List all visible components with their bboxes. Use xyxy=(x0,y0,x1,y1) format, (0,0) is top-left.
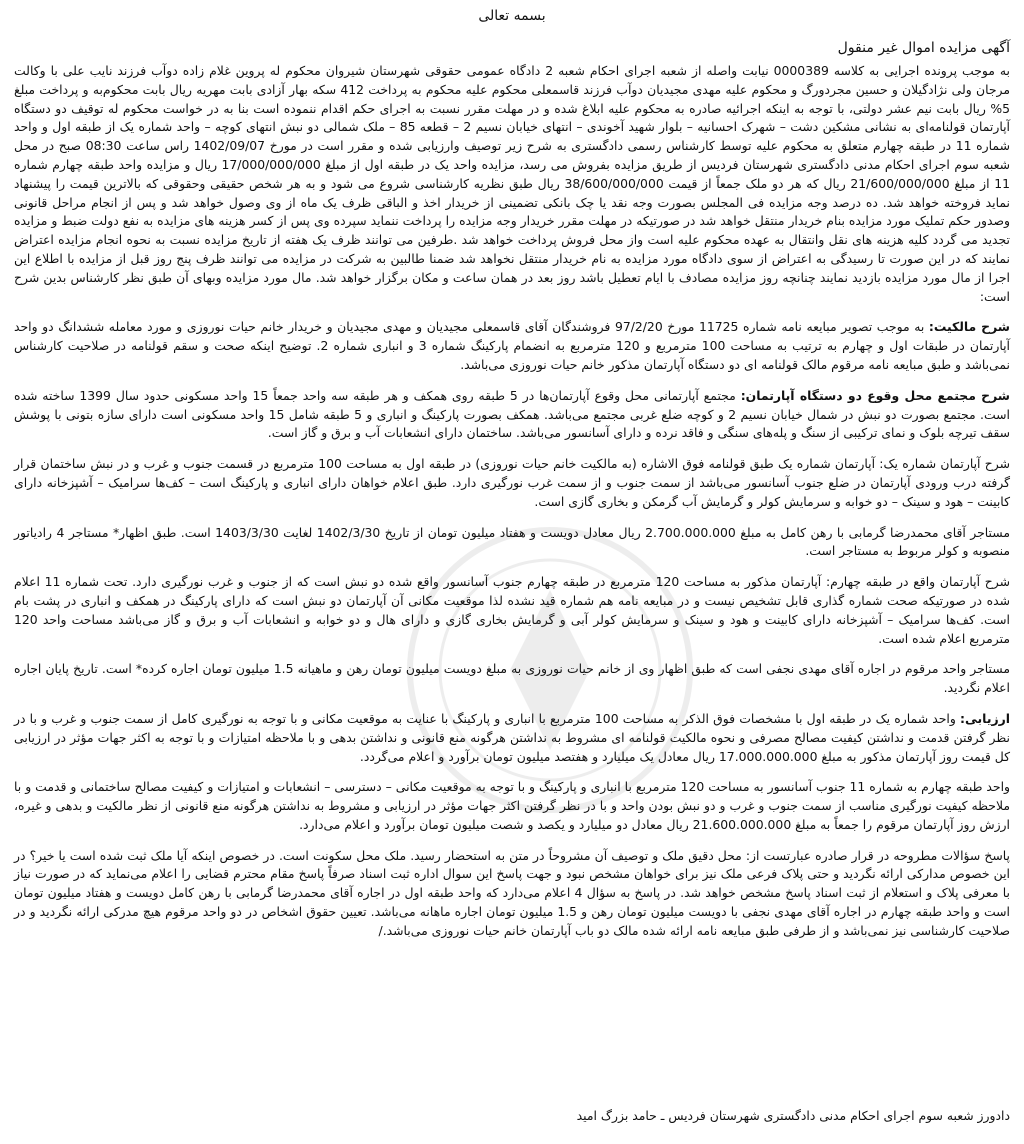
paragraph-complex-description xyxy=(14,387,1010,443)
paragraph-text: شرح آپارتمان واقع در طبقه چهارم: آپارتمان مذکور به مساحت 120 مترمربع در طبقه چهارم جنوب آسانسور واقع شده دو نبش است که از جنوب و غرب نورگیری دارد. تحت شماره 11 اعلام شده در صورتیکه صحت شماره گذاری قابل تشخیص نیست و در مبایعه نامه هم شماره قید نشده لذا موقعیت مکانی آن آپارتمان دو نبش است که دارای پارکینگ در همکف و انباری در پشت بام است. کف‌ها سرامیک – آشپزخانه دارای کابینت و هود و سینک و سرمایش کولر آبی و گرمایش بخاری گازی و دارای هال و دو خوابه و انشعابات آب و برق و گاز می‌باشد مساحت واحد 120 مترمربع اعلام شده است. xyxy=(14,574,1010,646)
paragraph-valuation-unit-eleven xyxy=(14,778,1010,834)
paragraph-intro xyxy=(14,62,1010,306)
paragraph-lead: شرح مالکیت: xyxy=(928,319,1010,335)
paragraph-unit-one-tenant xyxy=(14,524,1010,562)
paragraph-unit-eleven xyxy=(14,573,1010,648)
bismillah-heading: بسمه تعالی xyxy=(478,8,546,24)
paragraph-text: مجتمع آپارتمانی محل وقوع آپارتمان‌ها در 5 طبقه روی همکف و هر طبقه سه واحد جمعاً 15 واحد مسکونی حدود سال 1399 ساخته شده است. مجتمع بصورت دو نبش در شمال خیابان نسیم 2 و کوچه ضلع غربی مجتمع می‌باشد. همکف بصورت پارکینگ و انباری و 5 طبقه شامل 15 واحد مسکونی است دارای سازه بتونی با پوشش سقف تیرچه بلوک و نمای ترکیبی از سنگ و پله‌های سنگی و فاقد نرده و دارای آسانسور می‌باشد. ساختمان دارای انشعابات آب و برق و گاز است. xyxy=(14,387,1010,441)
paragraph-text: به موجب تصویر مبایعه نامه شماره 11725 مورخ 97/2/20 فروشندگان آقای قاسمعلی مجیدیان و مهدی مجیدیان و خریدار خانم حیات نوروزی و مورد معامله ششدانگ دو واحد آپارتمان در طبقات اول و چهارم به ترتیب به مساحت 100 مترمربع و 120 مترمربع به انضمام پارکینگ شماره 3 و انباری شماره 2. توضیح اینکه صحت و سقم قولنامه در صلاحیت کارشناس نمی‌باشد و طبق مبایعه نامه مرقوم مالک قولنامه ای دو دستگاه آپارتمان مذکور خانم حیات نوروزی می‌باشد. xyxy=(14,319,1010,372)
paragraph-lead: ارزیابی: xyxy=(960,710,1010,726)
paragraph-text: شرح آپارتمان شماره یک: آپارتمان شماره یک طبق قولنامه فوق الاشاره (به مالکیت خانم حیات نوروزی) در طبقه اول به مساحت 100 مترمربع در قسمت جنوب و غرب و در نبش ساختمان قرار گرفته درب ورودی آپارتمان در ضلع جنوب آسانسور می‌باشد از سمت جنوب و از سمت غرب نورگیری دارد. طبق اعلام خواهان دارای انباری و پارکینگ است – کف‌ها سرامیک – آشپزخانه دارای کابینت – هود و سینک – دو خوابه و سرمایش کولر و گرمایش آب گرمکن و بخاری گازی است. xyxy=(14,456,1010,509)
paragraph-text: واحد طبقه چهارم به شماره 11 جنوب آسانسور به مساحت 120 مترمربع با انباری و پارکینگ و با توجه به موقعیت مکانی – دسترسی – انشعابات و امتیازات و کیفیت مصالح ساختمانی و قدمت و با ملاحظه کیفیت نورگیری مناسب از سمت جنوب و غرب و دو نبش بودن واحد و با در نظر گرفتن اکثر جهات مؤثر در ارزیابی و مشروط به نداشتن هرگونه منع قانونی از نظر مالکیت و بدهی و غیره، ارزش روز آپارتمان مرقوم را جمعاً به مبلغ 21.600.000.000 ریال معادل دو میلیارد و یکصد و شصت میلیون تومان برآورد و اعلام می‌دارد. xyxy=(14,779,1011,832)
paragraph-unit-eleven-tenant xyxy=(14,660,1010,698)
paragraph-text: مستاجر واحد مرقوم در اجاره آقای مهدی نجفی است که طبق اظهار وی از خانم حیات نوروزی به مبلغ دویست میلیون تومان رهن و ماهیانه 1.5 میلیون تومان اجاره کرده* است. تاریخ پایان اجاره اعلام نگردید. xyxy=(14,661,1010,696)
notice-body xyxy=(14,62,1010,953)
paragraph-lead: شرح مجتمع محل وقوع دو دستگاه آپارتمان: xyxy=(740,387,1010,403)
paragraph-ownership xyxy=(14,318,1010,374)
paragraph-text: به موجب پرونده اجرایی به کلاسه 0000389 نیابت واصله از شعبه اجرای احکام شعبه 2 دادگاه عمومی حقوقی شهرستان شیروان محکوم له پروین غلام زاده دوآب فرزند نایب علی با وکالت مرجان ولی نژادگیلان و حسین مجردورگ و محکوم علیه مهدی مجیدیان دوآب فرزند قاسمعلی محکوم علیه محکوم به پرداخت 412 سکه بهار آزادی بابت مهریه ریال بابت محکوم‌به و پرداخت مبلغ 5% ریال بابت نیم عشر دولتی، با توجه به اینکه اجرائیه صادره به محکوم علیه ابلاغ شده و در مهلت مقرر نسبت به اجرای حکم اقدام ننموده است بنا به در خواست محکوم له توقیف دو دستگاه آپارتمان قولنامه‌ای به نشانی مشکین دشت – شهرک احسانیه – بلوار شهید آخوندی – انتهای خیابان نسیم 2 – قطعه 85 – ملک شمالی دو نبش انتهای کوچه – واحد شماره یک از طبقه اول و واحد شماره 11 در طبقه چهارم متعلق به محکوم علیه توسط کارشناس رسمی دادگستری به شرح زیر توصیف وارزیابی شده و مقرر است در مورخ 1402/09/07 راس ساعت 08:30 صبح در محل شعبه سوم اجرای احکام مدنی دادگستری شهرستان فردیس از طریق مزایده بفروش می رسد، مزایده واحد یک در طبقه اول از مبلغ 17/000/000/000 ریال و مزایده واحد طبقه چهارم شماره 11 از مبلغ 21/600/000/000 ریال که هر دو ملک جمعاً از قیمت 38/600/000/000 ریال طبق نظریه کارشناسی شروع می شود و به هر شخص حقیقی وحقوقی که بالاترین قیمت را پیشنهاد نماید فروخته خواهد شد. ده درصد وجه مزایده فی المجلس بصورت وجه نقد یا چک بانکی تضمینی از خریدار اخذ و الباقی ظرف یک ماه از وی وصول خواهد شد و پس از انجام مراحل قانونی وصدور حکم تملیک مورد مزایده بنام خریدار منتقل خواهد شد در صورتیکه در مهلت مقرر خریدار وجه مزایده را پرداخت ننماید سپرده وی پس از کسر هزینه های مزایده به نفع دولت ضبط و مزایده تجدید می گردد کلیه هزینه های نقل وانتقال به عهده محکوم علیه است واز محل فروش پرداخت خواهد شد .طرفین می توانند ظرف یک هفته از تاریخ مزایده نسبت به نحوه انجام مزایده اعتراض نمایند که در این صورت تا رسیدگی به اعتراض از سوی دادگاه مورد مزایده به نام خریدار منتقل نخواهد شد ضمنا طالبین به شرکت در مزایده می توانند ظرف پنج روز قبل از مزایده با اطلاع این اجرا از مال مورد مزایده بازدید نمایند چنانچه روز مزایده مصادف با ایام تعطیل باشد روز بعد در همان ساعت و مکان برگزار خواهد شد. مال مورد مزایده وبهای آن طبق نظر کارشناس بدین شرح است: xyxy=(14,63,1010,304)
notice-title: آگهی مزایده اموال غیر منقول xyxy=(837,40,1010,56)
paragraph-unit-one xyxy=(14,455,1010,511)
paragraph-text: پاسخ سؤالات مطروحه در قرار صادره عبارتست از: محل دقیق ملک و توصیف آن مشروحاً در متن به استحضار رسید. ملک محل سکونت است. در خصوص اینکه آیا ملک ثبت شده است یا خیر؟ در این خصوص مدارکی ارائه نگردید و حتی پلاک فرعی ملک نیز برای خواهان مشخص نبود و جهت پاسخ این سوال اداره ثبت اسناد صرفاً پاسخ مقام محترم قضایی را اعلام می‌نماید که در صورت نیاز با معرفی پلاک و استعلام از ثبت اسناد پاسخ مشخص خواهد شد. در پاسخ به سؤال 4 اعلام می‌دارد که واحد طبقه اول در اجاره آقای محمدرضا گرمابی با رهن کامل دویست و هفتاد میلیون تومان است و واحد طبقه چهارم در اجاره آقای مهدی نجفی با دویست میلیون تومان رهن و 1.5 میلیون تومان اجاره ماهانه می‌باشد. تعیین حقوق اشخاص در دو واحد مرقوم هیچ مدرکی ارائه نگردید و در صلاحیت کارشناسی نیز نمی‌باشد و از طرفی طبق مبایعه نامه ارائه شده مالک دو باب آپارتمان خانم حیات نوروزی می‌باشد./ xyxy=(14,847,1010,938)
paragraph-answers xyxy=(14,847,1010,941)
paragraph-valuation xyxy=(14,710,1010,766)
paragraph-text: مستاجر آقای محمدرضا گرمابی با رهن کامل به مبلغ 2.700.000.000 ریال معادل دویست و هفتاد میلیون تومان از تاریخ 1402/3/30 لغایت 1403/3/30 است. طبق اظهار* مستاجر 4 رادیاتور منصوبه و کولر مربوط به مستاجر است. xyxy=(14,524,1010,559)
signature-line: دادورز شعبه سوم اجرای احکام مدنی دادگستری شهرستان فردیس ـ حامد بزرگ امید xyxy=(576,1108,1010,1123)
paragraph-text: واحد شماره یک در طبقه اول با مشخصات فوق الذکر به مساحت 100 مترمربع با انباری و پارکینگ با عنایت به موقعیت مکانی و با توجه به نورگیری کامل از سمت جنوب و غرب و با در نظر گرفتن قدمت و نداشتن کیفیت مصالح مصرفی و نحوه مالکیت قولنامه ای مشروط به نداشتن هرگونه منع قانونی و نداشتن بدهی و با ملاحظه امتیازات و با توجه به اکثر جهات مؤثر در ارزیابی کل قیمت روز آپارتمان مذکور به مبلغ 17.000.000.000 ریال معادل یک میلیارد و هفتصد میلیون تومان برآورد و اعلام می‌گردد. xyxy=(14,710,1010,764)
